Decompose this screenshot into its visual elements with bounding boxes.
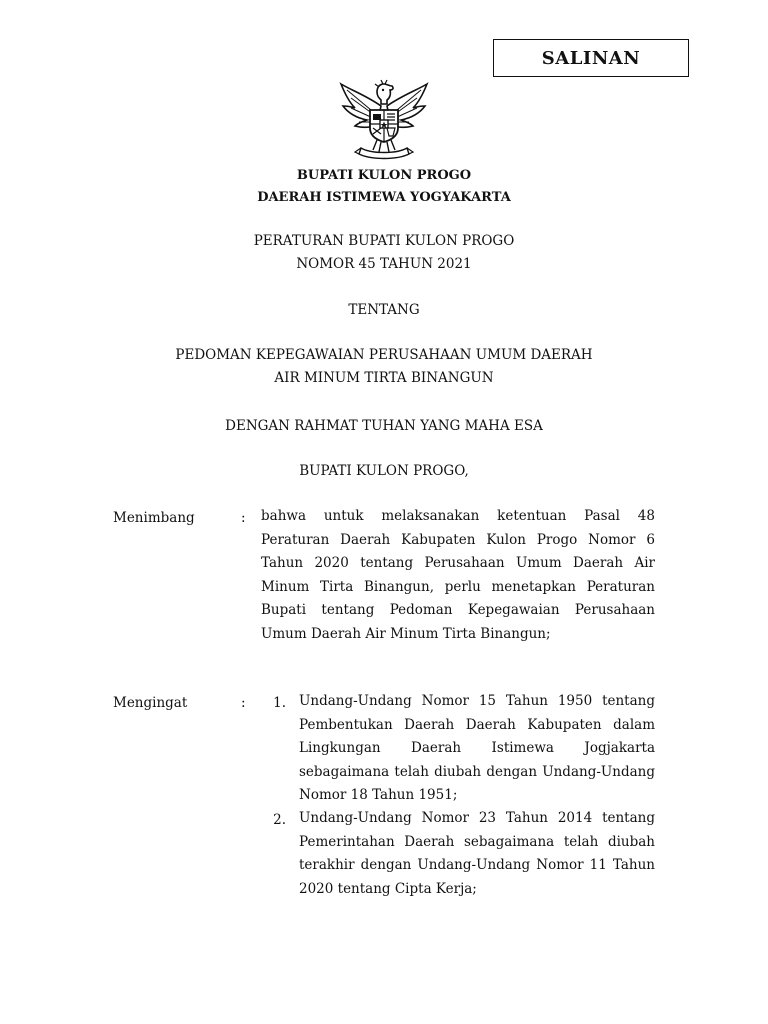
mengingat-item-2-number: 2. <box>273 812 286 828</box>
about-heading: TENTANG <box>348 302 420 318</box>
salinan-stamp: SALINAN <box>493 39 689 77</box>
header-regent: BUPATI KULON PROGO <box>296 168 472 183</box>
garuda-emblem-icon <box>337 76 431 160</box>
subject-line-1: PEDOMAN KEPEGAWAIAN PERUSAHAAN UMUM DAERAH <box>175 347 593 363</box>
header-region: DAERAH ISTIMEWA YOGYAKARTA <box>257 190 511 205</box>
blessing-line: DENGAN RAHMAT TUHAN YANG MAHA ESA <box>225 418 543 434</box>
mengingat-label: Mengingat <box>113 695 188 711</box>
mengingat-item-1-text: Undang-Undang Nomor 15 Tahun 1950 tentang Pembentukan Daerah Daerah Kabupaten dalam Lingkungan Daerah Istimewa Jogjakarta sebagaimana telah diubah dengan Undang-Undang Nomor 18 Tahun 1951; <box>299 693 655 803</box>
regulation-number: NOMOR 45 TAHUN 2021 <box>296 256 472 272</box>
mengingat-item-2-text: Undang-Undang Nomor 23 Tahun 2014 tentang Pemerintahan Daerah sebagaimana telah diubah terakhir dengan Undang-Undang Nomor 11 Tahun 2020 tentang Cipta Kerja; <box>299 810 655 897</box>
subject-line-2: AIR MINUM TIRTA BINANGUN <box>274 370 494 386</box>
menimbang-label: Menimbang <box>113 510 195 526</box>
menimbang-text: bahwa untuk melaksanakan ketentuan Pasal 48 Peraturan Daerah Kabupaten Kulon Progo Nomor 6 Tahun 2020 tentang Perusahaan Umum Daerah Air Minum Tirta Binangun, perlu menetapkan Peraturan Bupati tentang Pedoman Kepegawaian Perusahaan Umum Daerah Air Minum Tirta Binangun; <box>261 508 655 642</box>
regulation-title: PERATURAN BUPATI KULON PROGO <box>253 233 515 249</box>
regent-line: BUPATI KULON PROGO, <box>299 463 469 479</box>
mengingat-item-1-number: 1. <box>273 695 286 711</box>
mengingat-colon: : <box>241 695 246 711</box>
menimbang-colon: : <box>241 510 246 526</box>
